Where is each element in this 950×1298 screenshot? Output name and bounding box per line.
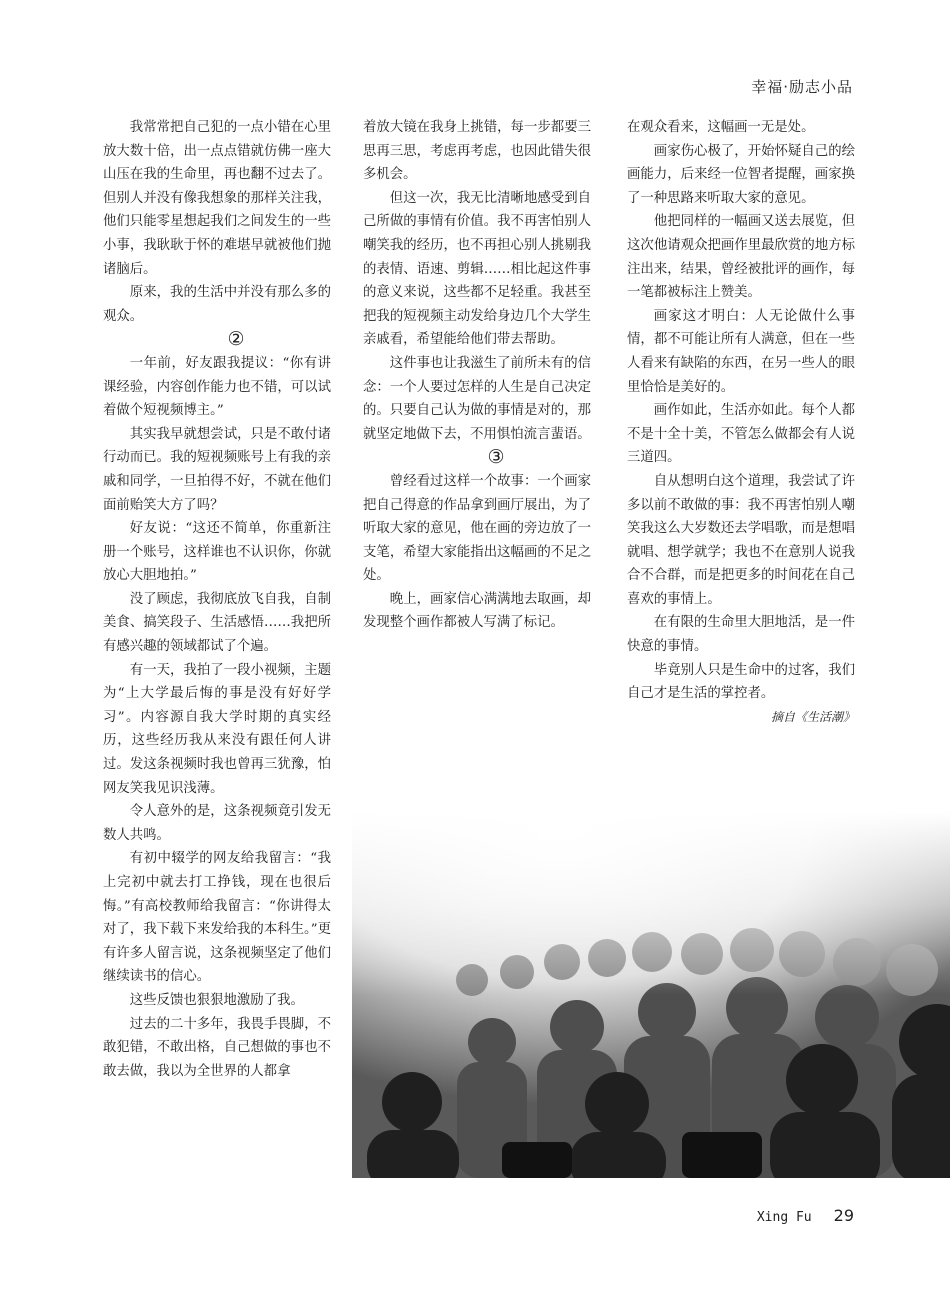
paragraph: 原来，我的生活中并没有那么多的观众。: [103, 285, 331, 324]
page-footer: [757, 1206, 854, 1225]
page-number: 29: [833, 1206, 854, 1225]
paragraph: 晚上，画家信心满满地去取画，却发现整个画作都被人写满了标记。: [363, 591, 591, 631]
section-header: 幸福·励志小品: [751, 78, 853, 96]
paragraph: 这些反馈也狠狠地激励了我。: [129, 992, 304, 1008]
source-credit: 摘自《生活潮》: [770, 709, 855, 724]
paragraph: 毕竟别人只是生命中的过客，我们自己才是生活的掌控者。: [627, 662, 855, 702]
paragraph: 好友说：“这还不简单，你重新注册一个账号，这样谁也不认识你，你就放心大胆地拍。”: [103, 521, 331, 584]
paragraph: 过去的二十多年，我畏手畏脚，不敢犯错，不敢出格，自己想做的事也不敢去做，我以为全世界的人都拿: [103, 1016, 331, 1079]
magazine-name: Xing Fu: [756, 1210, 812, 1225]
paragraph: 画家这才明白：人无论做什么事情，都不可能让所有人满意，但在一些人看来有缺陷的东西，在另一些人的眼里恰恰是美好的。: [627, 308, 855, 395]
paragraph: 令人意外的是，这条视频竟引发无数人共鸣。: [103, 804, 331, 843]
paragraph: 其实我早就想尝试，只是不敢付诸行动而已。我的短视频账号上有我的亲戚和同学，一旦拍得不好，不就在他们面前贻笑大方了吗？: [103, 426, 331, 513]
paragraph: 在观众看来，这幅画一无是处。: [627, 120, 815, 135]
paragraph: 他把同样的一幅画又送去展览，但这次他请观众把画作里最欣赏的地方标注出来，结果，曾经被批评的画作，每一笔都被标注上赞美。: [627, 214, 855, 301]
text-column-3: [627, 116, 855, 729]
paragraph: 画作如此，生活亦如此。每个人都不是十全十美，不管怎么做都会有人说三道四。: [627, 403, 855, 466]
section-number-2: ②: [227, 328, 245, 351]
paragraph: 着放大镜在我身上挑错，每一步都要三思再三思，考虑再考虑，也因此错失很多机会。: [363, 120, 591, 183]
paragraph: 在有限的生命里大胆地活，是一件快意的事情。: [627, 615, 855, 655]
paragraph: 有一天，我拍了一段小视频，主题为“上大学最后悔的事是没有好好学习”。内容源自我大学时期的真实经历，这些经历我从来没有跟任何人讲过。发这条视频时我也曾再三犹豫，怕网友笑我见识浅薄。: [103, 662, 331, 796]
paragraph: 曾经看过这样一个故事：一个画家把自己得意的作品拿到画厅展出，为了听取大家的意见，他在画的旁边放了一支笔，希望大家能指出这幅画的不足之处。: [363, 473, 591, 584]
paragraph: 没了顾虑，我彻底放飞自我，自制美食、搞笑段子、生活感悟……我把所有感兴趣的领域都试了个遍。: [103, 591, 331, 655]
paragraph: 有初中辍学的网友给我留言：“我上完初中就去打工挣钱，现在也很后悔。”有高校教师给我留言：“你讲得太对了，我下载下来发给我的本科生。”更有许多人留言说，这条视频坚定了他们继续读书的信心。: [103, 851, 331, 985]
text-column-1: [103, 116, 331, 1083]
paragraph: 一年前，好友跟我提议：“你有讲课经验，内容创作能力也不错，可以试着做个短视频博主。”: [103, 355, 331, 419]
paragraph: 自从想明白这个道理，我尝试了许多以前不敢做的事：我不再害怕别人嘲笑我这么大岁数还去学唱歌，而是想唱就唱、想学就学；我也不在意别人说我合不合群，而是把更多的时间花在自己喜欢的事情上。: [627, 473, 855, 607]
section-number-3: ③: [487, 446, 505, 469]
paragraph: 但这一次，我无比清晰地感受到自己所做的事情有价值。我不再害怕别人嘲笑我的经历，也不再担心别人挑剔我的表情、语速、剪辑……相比起这件事的意义来说，这些都不足轻重。我甚至把我的短视频主动发给身边几个大学生亲戚看，希望能给他们带去帮助。: [363, 190, 591, 348]
paragraph: 这件事也让我滋生了前所未有的信念：一个人要过怎样的人生是自己决定的。只要自己认为做的事情是对的，那就坚定地做下去，不用惧怕流言蜚语。: [363, 355, 591, 442]
paragraph: 画家伤心极了，开始怀疑自己的绘画能力，后来经一位智者提醒，画家换了一种思路来听取大家的意见。: [627, 143, 855, 206]
text-column-2: [363, 116, 591, 635]
audience-photo: [352, 812, 950, 1178]
paragraph: 我常常把自己犯的一点小错在心里放大数十倍，出一点点错就仿佛一座大山压在我的生命里，再也翻不过去了。但别人并没有像我想象的那样关注我，他们只能零星想起我们之间发生的一些小事，我耿耿于怀的难堪早就被他们抛诸脑后。: [103, 120, 331, 277]
